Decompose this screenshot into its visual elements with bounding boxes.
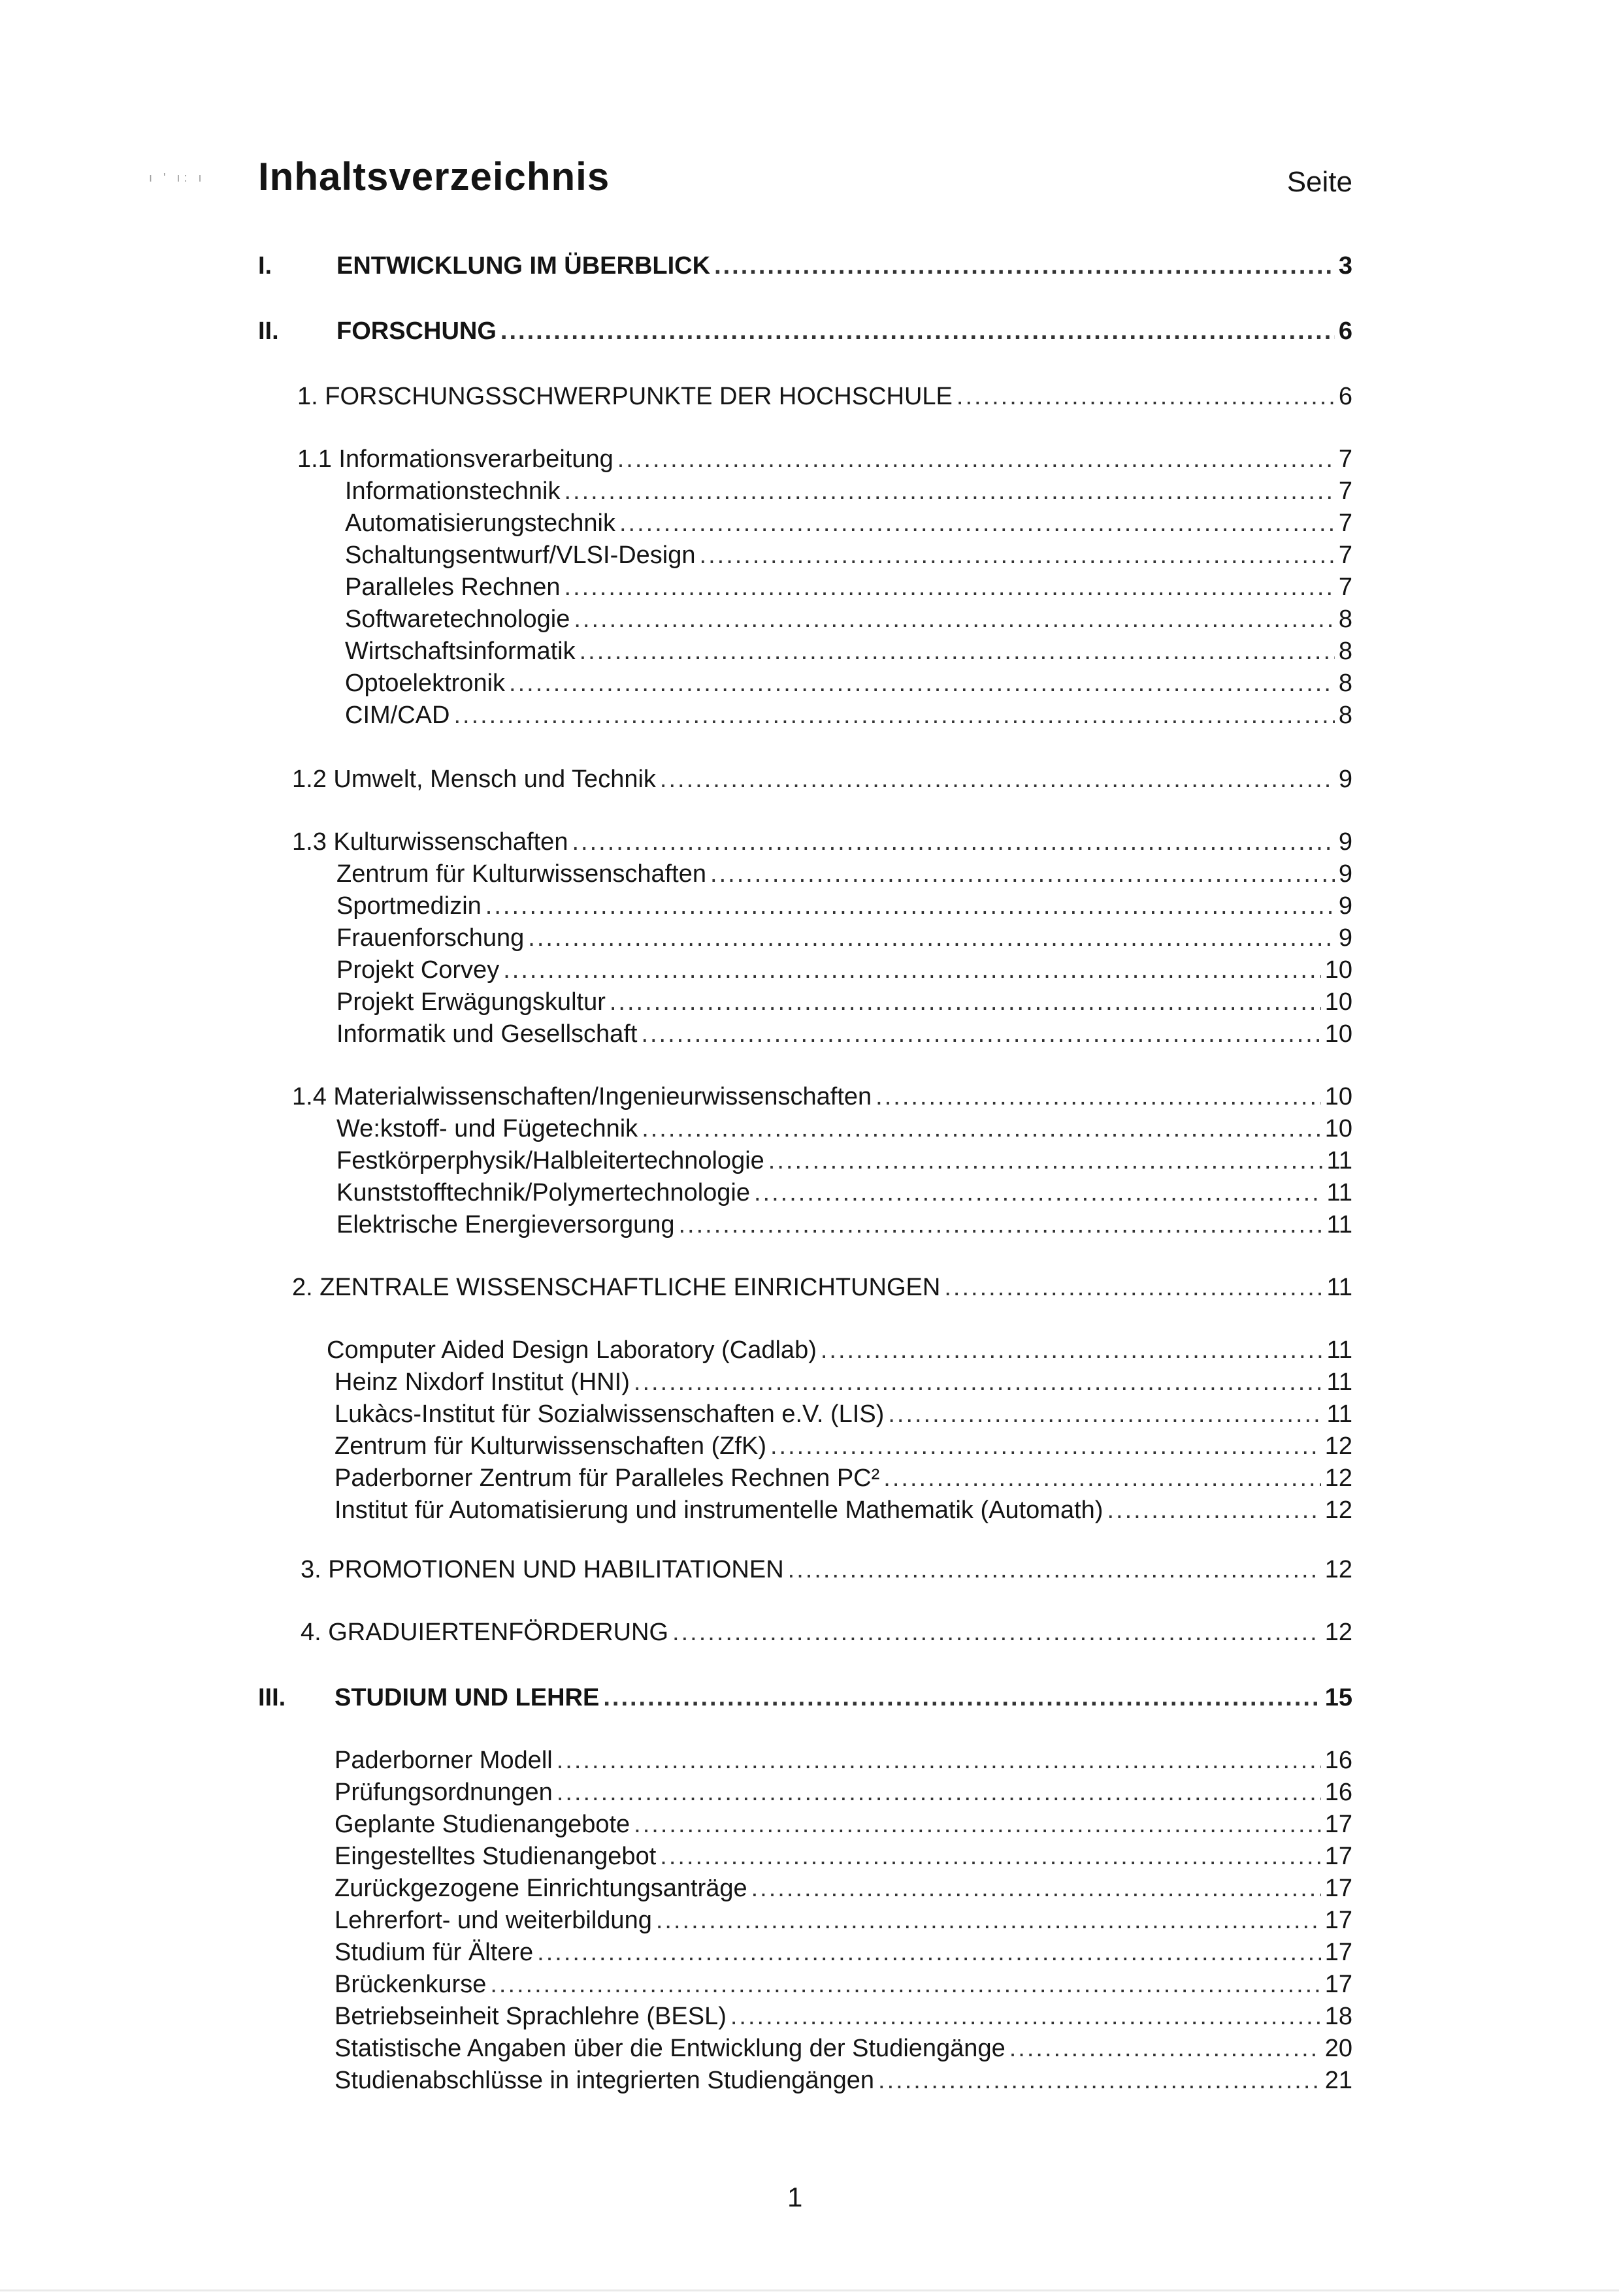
toc-section-row[interactable]: [336, 251, 1352, 281]
leader-dots: [485, 891, 1335, 921]
toc-entry[interactable]: [297, 381, 1352, 412]
toc-page: 9: [1338, 892, 1352, 920]
leader-dots: [1009, 2033, 1321, 2063]
toc-page: 8: [1338, 670, 1352, 697]
leader-dots: [634, 1809, 1321, 1839]
toc-label: Lehrerfort- und weiterbildung: [335, 1907, 652, 1934]
toc-entry[interactable]: [335, 1905, 1352, 1935]
toc-label: Geplante Studienangebote: [335, 1811, 630, 1838]
toc-label: Informatik und Gesellschaft: [336, 1020, 638, 1048]
toc-entry[interactable]: [335, 1969, 1352, 1999]
toc-label: Projekt Corvey: [336, 956, 500, 984]
toc-page: 11: [1326, 1336, 1352, 1364]
toc-entry[interactable]: [301, 1617, 1352, 1647]
toc-entry[interactable]: [335, 1399, 1352, 1429]
toc-entry[interactable]: [335, 1937, 1352, 1967]
toc-section-row[interactable]: [336, 316, 1352, 346]
toc-page: 16: [1324, 1779, 1352, 1806]
toc-label: We:kstoff- und Fügetechnik: [336, 1115, 638, 1142]
toc-entry[interactable]: [335, 1841, 1352, 1871]
toc-page: 12: [1324, 1464, 1352, 1492]
leader-dots: [751, 1873, 1321, 1903]
toc-label: Statistische Angaben über die Entwicklung der Studiengänge: [335, 2035, 1006, 2062]
leader-dots: [619, 508, 1335, 538]
toc-entry[interactable]: [335, 2033, 1352, 2063]
leader-dots: [490, 1969, 1320, 1999]
toc-page: 12: [1324, 1619, 1352, 1646]
toc-label: Paderborner Modell: [335, 1747, 553, 1774]
leader-dots: [557, 1745, 1321, 1775]
toc-page: 10: [1324, 988, 1352, 1016]
toc-page: 16: [1324, 1747, 1352, 1774]
leader-dots: [557, 1777, 1321, 1807]
toc-label: Zentrum für Kulturwissenschaften: [336, 860, 707, 888]
toc-label: Paderborner Zentrum für Paralleles Rechnen PC²: [335, 1464, 880, 1492]
toc-entry[interactable]: [345, 636, 1352, 666]
page-title: Inhaltsverzeichnis: [258, 155, 610, 199]
leader-dots: [509, 668, 1335, 698]
section-numeral: III.: [258, 1684, 286, 1711]
toc-page: 10: [1324, 1020, 1352, 1048]
toc-label: 2. ZENTRALE WISSENSCHAFTLICHE EINRICHTUNGEN: [292, 1274, 941, 1301]
toc-page: 11: [1326, 1147, 1352, 1174]
leader-dots: [944, 1272, 1322, 1302]
toc-entry[interactable]: [292, 1082, 1352, 1112]
toc-label: Informationstechnik: [345, 477, 561, 505]
toc-entry[interactable]: [335, 1367, 1352, 1397]
leader-dots: [679, 1210, 1323, 1240]
toc-entry[interactable]: [345, 508, 1352, 538]
toc-entry[interactable]: [336, 1210, 1352, 1240]
toc-label: Kunststofftechnik/Polymertechnologie: [336, 1179, 750, 1206]
toc-entry[interactable]: [335, 2001, 1352, 2031]
page-number: 1: [787, 2182, 803, 2212]
toc-entry[interactable]: [336, 987, 1352, 1017]
toc-entry[interactable]: [335, 1495, 1352, 1525]
page-column-header: Seite: [1286, 166, 1352, 198]
toc-label: 4. GRADUIERTENFÖRDERUNG: [301, 1619, 669, 1646]
toc-label: 1.1 Informationsverarbeitung: [297, 445, 613, 473]
toc-label: 1.3 Kulturwissenschaften: [292, 828, 568, 856]
toc-page: 17: [1324, 1811, 1352, 1838]
toc-entry[interactable]: [297, 444, 1352, 474]
toc-entry[interactable]: [335, 1431, 1352, 1461]
toc-entry[interactable]: [335, 2065, 1352, 2095]
toc-label: Heinz Nixdorf Institut (HNI): [335, 1368, 630, 1396]
leader-dots: [821, 1335, 1323, 1365]
toc-page: 21: [1324, 2067, 1352, 2094]
toc-page: 17: [1324, 1843, 1352, 1870]
leader-dots: [574, 604, 1335, 634]
toc-page: 17: [1324, 1875, 1352, 1902]
toc-label: Softwaretechnologie: [345, 606, 570, 633]
leader-dots: [660, 1841, 1320, 1871]
toc-page: 10: [1324, 1115, 1352, 1142]
leader-dots: [710, 859, 1335, 889]
toc-label: Elektrische Energieversorgung: [336, 1211, 675, 1238]
leader-dots: [660, 764, 1335, 794]
toc-entry[interactable]: [336, 1178, 1352, 1208]
leader-dots: [603, 1683, 1320, 1713]
toc-entry[interactable]: [345, 668, 1352, 698]
toc-label: ENTWICKLUNG IM ÜBERBLICK: [336, 252, 711, 280]
toc-label: 1.2 Umwelt, Mensch und Technik: [292, 766, 656, 793]
toc-label: Computer Aided Design Laboratory (Cadlab): [327, 1336, 817, 1364]
toc-page: 9: [1338, 860, 1352, 888]
leader-dots: [528, 923, 1335, 953]
leader-dots: [500, 316, 1335, 346]
toc-entry[interactable]: [301, 1555, 1352, 1585]
toc-page: 11: [1326, 1368, 1352, 1396]
leader-dots: [700, 540, 1335, 570]
toc-page: 11: [1326, 1179, 1352, 1206]
leader-dots: [634, 1367, 1323, 1397]
toc-page: 15: [1324, 1684, 1352, 1711]
toc-entry[interactable]: [336, 891, 1352, 921]
toc-entry[interactable]: [335, 1809, 1352, 1839]
leader-dots: [883, 1463, 1320, 1493]
toc-page: 7: [1338, 574, 1352, 601]
toc-entry[interactable]: [327, 1335, 1352, 1365]
toc-page: 17: [1324, 1971, 1352, 1998]
leader-dots: [957, 381, 1335, 412]
toc-label: Eingestelltes Studienangebot: [335, 1843, 657, 1870]
toc-entry[interactable]: [292, 827, 1352, 857]
leader-dots: [617, 444, 1335, 474]
toc-section-row[interactable]: [335, 1683, 1352, 1713]
leader-dots: [572, 827, 1334, 857]
toc-entry[interactable]: [336, 1114, 1352, 1144]
toc-label: Lukàcs-Institut für Sozialwissenschaften e.V. (LIS): [335, 1400, 885, 1428]
toc-label: STUDIUM UND LEHRE: [335, 1684, 600, 1711]
toc-page: 9: [1338, 766, 1352, 793]
toc-entry[interactable]: [345, 700, 1352, 730]
toc-label: 3. PROMOTIONEN UND HABILITATIONEN: [301, 1556, 784, 1583]
leader-dots: [537, 1937, 1321, 1967]
leader-dots: [878, 2065, 1321, 2095]
toc-label: Wirtschaftsinformatik: [345, 638, 576, 665]
leader-dots: [564, 572, 1335, 602]
toc-label: Studienabschlüsse in integrierten Studiengängen: [335, 2067, 875, 2094]
toc-page: 11: [1326, 1211, 1352, 1238]
toc-entry[interactable]: [336, 1146, 1352, 1176]
toc-label: Schaltungsentwurf/VLSI-Design: [345, 542, 696, 569]
leader-dots: [610, 987, 1321, 1017]
toc-label: Festkörperphysik/Halbleitertechnologie: [336, 1147, 764, 1174]
toc-page: 11: [1326, 1400, 1352, 1428]
toc-label: Betriebseinheit Sprachlehre (BESL): [335, 2003, 727, 2030]
toc-page: 6: [1338, 383, 1352, 410]
toc-page: 12: [1324, 1496, 1352, 1524]
toc-label: Sportmedizin: [336, 892, 482, 920]
toc-label: Zurückgezogene Einrichtungsanträge: [335, 1875, 747, 1902]
leader-dots: [503, 955, 1321, 985]
toc-label: FORSCHUNG: [336, 317, 497, 345]
toc-entry[interactable]: [345, 540, 1352, 570]
leader-dots: [875, 1082, 1321, 1112]
leader-dots: [564, 476, 1335, 506]
leader-dots: [888, 1399, 1322, 1429]
toc-page: 7: [1338, 542, 1352, 569]
leader-dots: [641, 1019, 1320, 1049]
toc-page: 12: [1324, 1556, 1352, 1583]
toc-page: 11: [1326, 1274, 1352, 1301]
toc-label: Brückenkurse: [335, 1971, 487, 1998]
scan-marks: ı ' ı: ı: [149, 171, 206, 184]
toc-page: 18: [1324, 2003, 1352, 2030]
toc-page: 7: [1338, 445, 1352, 473]
leader-dots: [754, 1178, 1323, 1208]
toc-label: Optoelektronik: [345, 670, 506, 697]
leader-dots: [580, 636, 1335, 666]
toc-label: Studium für Ältere: [335, 1939, 534, 1966]
scan-edge-line: [0, 2289, 1619, 2291]
toc-entry[interactable]: [335, 1873, 1352, 1903]
toc-entry[interactable]: [335, 1777, 1352, 1807]
toc-page: 8: [1338, 702, 1352, 729]
toc-label: Frauenforschung: [336, 924, 525, 952]
toc-page: 7: [1338, 509, 1352, 537]
toc-page: 7: [1338, 477, 1352, 505]
toc-entry[interactable]: [292, 1272, 1352, 1302]
leader-dots: [770, 1431, 1321, 1461]
toc-entry[interactable]: [335, 1745, 1352, 1775]
toc-label: Zentrum für Kulturwissenschaften (ZfK): [335, 1432, 766, 1460]
toc-page: 9: [1338, 924, 1352, 952]
toc-page: 17: [1324, 1907, 1352, 1934]
toc-page: 12: [1324, 1432, 1352, 1460]
leader-dots: [768, 1146, 1323, 1176]
leader-dots: [642, 1114, 1321, 1144]
toc-page: 8: [1338, 606, 1352, 633]
leader-dots: [730, 2001, 1321, 2031]
leader-dots: [656, 1905, 1321, 1935]
toc-page: 17: [1324, 1939, 1352, 1966]
leader-dots: [1107, 1495, 1320, 1525]
toc-label: CIM/CAD: [345, 702, 450, 729]
toc-entry[interactable]: [336, 859, 1352, 889]
leader-dots: [714, 251, 1335, 281]
leader-dots: [672, 1617, 1321, 1647]
toc-entry[interactable]: [292, 764, 1352, 794]
toc-entry[interactable]: [336, 955, 1352, 985]
toc-label: Institut für Automatisierung und instrumentelle Mathematik (Automath): [335, 1496, 1104, 1524]
toc-page: 8: [1338, 638, 1352, 665]
section-numeral: II.: [258, 317, 279, 345]
toc-entry[interactable]: [345, 476, 1352, 506]
toc-entry[interactable]: [335, 1463, 1352, 1493]
section-numeral: I.: [258, 252, 272, 280]
toc-label: Prüfungsordnungen: [335, 1779, 553, 1806]
toc-label: 1. FORSCHUNGSSCHWERPUNKTE DER HOCHSCHULE: [297, 383, 953, 410]
toc-page: 10: [1324, 956, 1352, 984]
toc-page: 10: [1324, 1083, 1352, 1110]
toc-page: 9: [1338, 828, 1352, 856]
leader-dots: [788, 1555, 1321, 1585]
leader-dots: [453, 700, 1334, 730]
toc-label: Projekt Erwägungskultur: [336, 988, 606, 1016]
toc-label: Automatisierungstechnik: [345, 509, 615, 537]
toc-entry[interactable]: [336, 923, 1352, 953]
toc-entry[interactable]: [345, 604, 1352, 634]
toc-entry[interactable]: [345, 572, 1352, 602]
toc-page: 20: [1324, 2035, 1352, 2062]
toc-label: Paralleles Rechnen: [345, 574, 561, 601]
toc-entry[interactable]: [336, 1019, 1352, 1049]
toc-label: 1.4 Materialwissenschaften/Ingenieurwissenschaften: [292, 1083, 872, 1110]
toc-page: 6: [1338, 317, 1352, 345]
toc-page: 3: [1338, 252, 1352, 280]
